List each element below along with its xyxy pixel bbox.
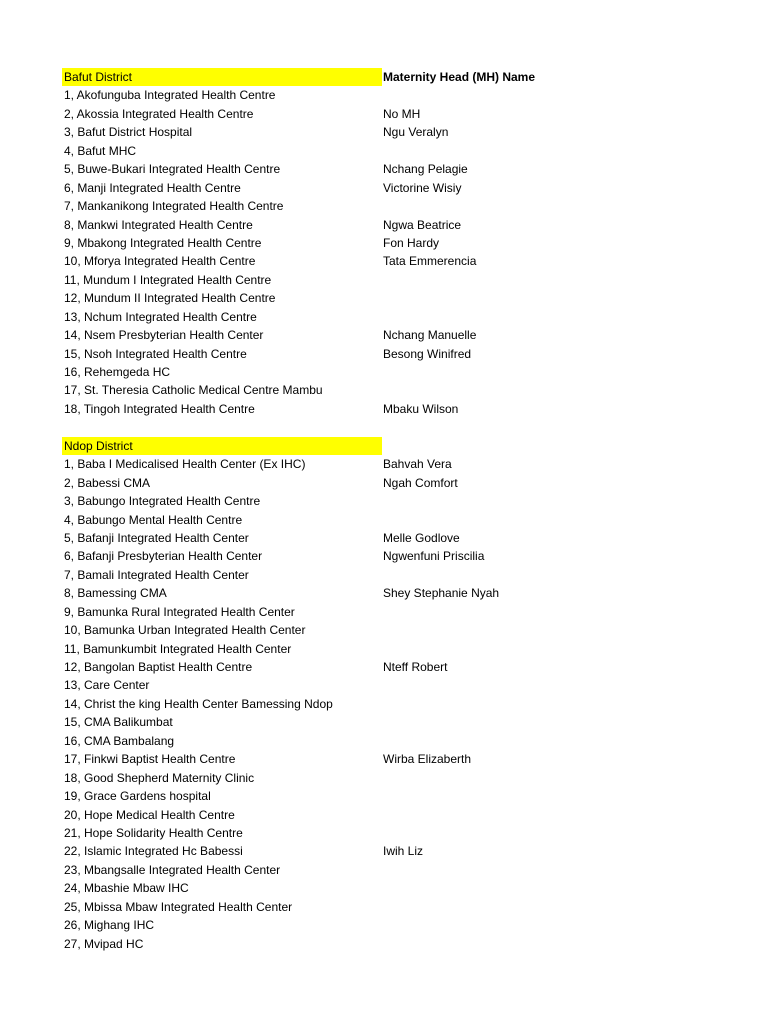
maternity-head-name: Ngwenfuni Priscilia (383, 549, 485, 564)
maternity-head-name (382, 289, 682, 307)
facility-name: 15, CMA Balikumbat (64, 715, 173, 730)
facility-name: 14, Nsem Presbyterian Health Center (64, 328, 264, 343)
facility-name: 6, Bafanji Presbyterian Health Center (64, 549, 263, 564)
district-header-row (62, 68, 682, 86)
facility-name: 8, Mankwi Integrated Health Centre (64, 217, 253, 232)
district-header-row (62, 437, 682, 455)
facility-row (62, 179, 682, 197)
facility-name: 17, St. Theresia Catholic Medical Centre Mambu (64, 383, 323, 398)
facility-row (62, 879, 682, 897)
facility-row (62, 676, 682, 694)
facility-name: 21, Hope Solidarity Health Centre (64, 825, 243, 840)
facility-name: 18, Tingoh Integrated Health Centre (64, 401, 255, 416)
facility-row (62, 400, 682, 418)
facility-name: 4, Bafut MHC (64, 143, 137, 158)
facility-row (62, 732, 682, 750)
empty-cell (382, 437, 682, 455)
facility-row (62, 584, 682, 602)
facility-row (62, 898, 682, 916)
facility-name: 26, Mighang IHC (64, 918, 155, 933)
maternity-head-name (382, 824, 682, 842)
facility-row (62, 806, 682, 824)
district-title: Bafut District (62, 68, 382, 86)
maternity-head-name (382, 676, 682, 694)
facility-name: 2, Akossia Integrated Health Centre (64, 106, 254, 121)
facility-name: 9, Mbakong Integrated Health Centre (64, 235, 262, 250)
facility-name: 27, Mvipad HC (64, 936, 144, 951)
facility-name: 13, Care Center (64, 678, 150, 693)
maternity-head-name (382, 769, 682, 787)
maternity-head-name: No MH (383, 106, 421, 121)
facility-row (62, 769, 682, 787)
facility-row (62, 455, 682, 473)
maternity-head-name (382, 935, 682, 953)
maternity-head-name (382, 492, 682, 510)
facility-name: 18, Good Shepherd Maternity Clinic (64, 770, 255, 785)
ndop-facility-list (62, 455, 682, 953)
maternity-head-name (382, 511, 682, 529)
facility-row (62, 142, 682, 160)
facility-name: 24, Mbashie Mbaw IHC (64, 881, 189, 896)
maternity-head-name: Melle Godlove (383, 530, 460, 545)
facility-row (62, 381, 682, 399)
maternity-head-name (382, 898, 682, 916)
facility-row (62, 492, 682, 510)
facility-name: 4, Babungo Mental Health Centre (64, 512, 243, 527)
maternity-head-name: Mbaku Wilson (383, 401, 459, 416)
facility-name: 7, Bamali Integrated Health Center (64, 567, 249, 582)
maternity-head-name (382, 916, 682, 934)
maternity-head-name: Ngwa Beatrice (383, 217, 462, 232)
maternity-head-name (382, 142, 682, 160)
maternity-head-name: Nchang Pelagie (383, 162, 468, 177)
facility-row (62, 529, 682, 547)
facility-name: 11, Mundum I Integrated Health Centre (64, 272, 272, 287)
maternity-head-name: Wirba Elizaberth (383, 752, 472, 767)
maternity-head-name: Victorine Wisiy (383, 180, 462, 195)
facility-name: 25, Mbissa Mbaw Integrated Health Center (64, 899, 293, 914)
facility-row (62, 252, 682, 270)
facility-row (62, 289, 682, 307)
facility-row (62, 750, 682, 768)
facility-row (62, 105, 682, 123)
facility-row (62, 658, 682, 676)
facility-name: 5, Buwe-Bukari Integrated Health Centre (64, 162, 281, 177)
facility-name: 12, Bangolan Baptist Health Centre (64, 660, 253, 674)
facility-row (62, 842, 682, 860)
facility-name: 14, Christ the king Health Center Bamessing Ndop (64, 696, 333, 711)
facility-row (62, 603, 682, 621)
facility-row (62, 621, 682, 639)
bafut-facility-list (62, 86, 682, 418)
facility-name: 6, Manji Integrated Health Centre (64, 180, 241, 195)
maternity-head-name: Ngu Veralyn (383, 125, 449, 140)
facility-name: 17, Finkwi Baptist Health Centre (64, 752, 236, 767)
maternity-head-name: Bahvah Vera (383, 457, 452, 472)
facility-row (62, 86, 682, 104)
maternity-head-name (382, 603, 682, 621)
facility-name: 3, Bafut District Hospital (64, 125, 193, 140)
facility-row (62, 345, 682, 363)
facility-name: 12, Mundum II Integrated Health Centre (64, 291, 276, 306)
maternity-head-name (382, 640, 682, 658)
facility-row (62, 547, 682, 565)
facility-name: 8, Bamessing CMA (64, 586, 167, 601)
facility-name: 1, Baba I Medicalised Health Center (Ex IHC) (64, 457, 306, 472)
maternity-head-name: Nteff Robert (383, 660, 448, 674)
facility-row (62, 713, 682, 731)
facility-name: 19, Grace Gardens hospital (64, 789, 211, 804)
district-title: Ndop District (62, 437, 382, 455)
maternity-head-name (382, 806, 682, 824)
maternity-head-name (382, 787, 682, 805)
maternity-head-name (382, 879, 682, 897)
facility-name: 20, Hope Medical Health Centre (64, 807, 235, 822)
facility-name: 16, Rehemgeda HC (64, 365, 171, 379)
maternity-head-name (382, 713, 682, 731)
maternity-head-name (382, 695, 682, 713)
maternity-head-name: Shey Stephanie Nyah (383, 586, 500, 601)
facility-row (62, 935, 682, 953)
maternity-head-name: Ngah Comfort (383, 475, 458, 490)
facility-row (62, 474, 682, 492)
facility-name: 2, Babessi CMA (64, 475, 151, 490)
facility-row (62, 326, 682, 344)
maternity-head-name (382, 621, 682, 639)
maternity-head-name (382, 86, 682, 104)
maternity-head-name: Nchang Manuelle (383, 328, 477, 343)
facility-row (62, 234, 682, 252)
facility-row (62, 271, 682, 289)
facility-name: 15, Nsoh Integrated Health Centre (64, 346, 247, 361)
maternity-head-name (382, 197, 682, 215)
maternity-head-name (382, 363, 682, 381)
facility-row (62, 861, 682, 879)
facility-row (62, 824, 682, 842)
facility-name: 11, Bamunkumbit Integrated Health Center (64, 641, 292, 656)
maternity-head-name (382, 381, 682, 399)
facility-name: 3, Babungo Integrated Health Centre (64, 494, 261, 509)
maternity-head-column-title: Maternity Head (MH) Name (383, 70, 536, 84)
maternity-head-name: Fon Hardy (383, 235, 440, 250)
facility-name: 16, CMA Bambalang (64, 733, 175, 748)
facility-name: 5, Bafanji Integrated Health Center (64, 530, 249, 545)
facility-row (62, 787, 682, 805)
facility-row (62, 123, 682, 141)
maternity-head-name: Iwih Liz (383, 844, 424, 859)
facility-row (62, 566, 682, 584)
facility-row (62, 695, 682, 713)
facility-name: 1, Akofunguba Integrated Health Centre (64, 88, 276, 103)
facility-name: 13, Nchum Integrated Health Centre (64, 309, 257, 324)
maternity-head-name (382, 271, 682, 289)
facility-name: 7, Mankanikong Integrated Health Centre (64, 199, 284, 214)
maternity-head-name (382, 732, 682, 750)
facility-name: 23, Mbangsalle Integrated Health Center (64, 862, 281, 877)
facility-row (62, 160, 682, 178)
section-spacer (62, 418, 682, 436)
facility-row (62, 916, 682, 934)
facility-row (62, 308, 682, 326)
facility-name: 9, Bamunka Rural Integrated Health Center (64, 604, 295, 619)
maternity-head-name (382, 566, 682, 584)
facility-name: 10, Mforya Integrated Health Centre (64, 254, 256, 269)
facility-name: 22, Islamic Integrated Hc Babessi (64, 844, 243, 859)
facility-name: 10, Bamunka Urban Integrated Health Center (64, 623, 306, 638)
facility-row (62, 640, 682, 658)
maternity-head-name (382, 308, 682, 326)
facility-row (62, 363, 682, 381)
maternity-head-name: Besong Winifred (383, 346, 472, 361)
facility-row (62, 216, 682, 234)
facility-row (62, 197, 682, 215)
spreadsheet (62, 68, 682, 953)
facility-row (62, 511, 682, 529)
maternity-head-name (382, 861, 682, 879)
maternity-head-name: Tata Emmerencia (383, 254, 477, 269)
